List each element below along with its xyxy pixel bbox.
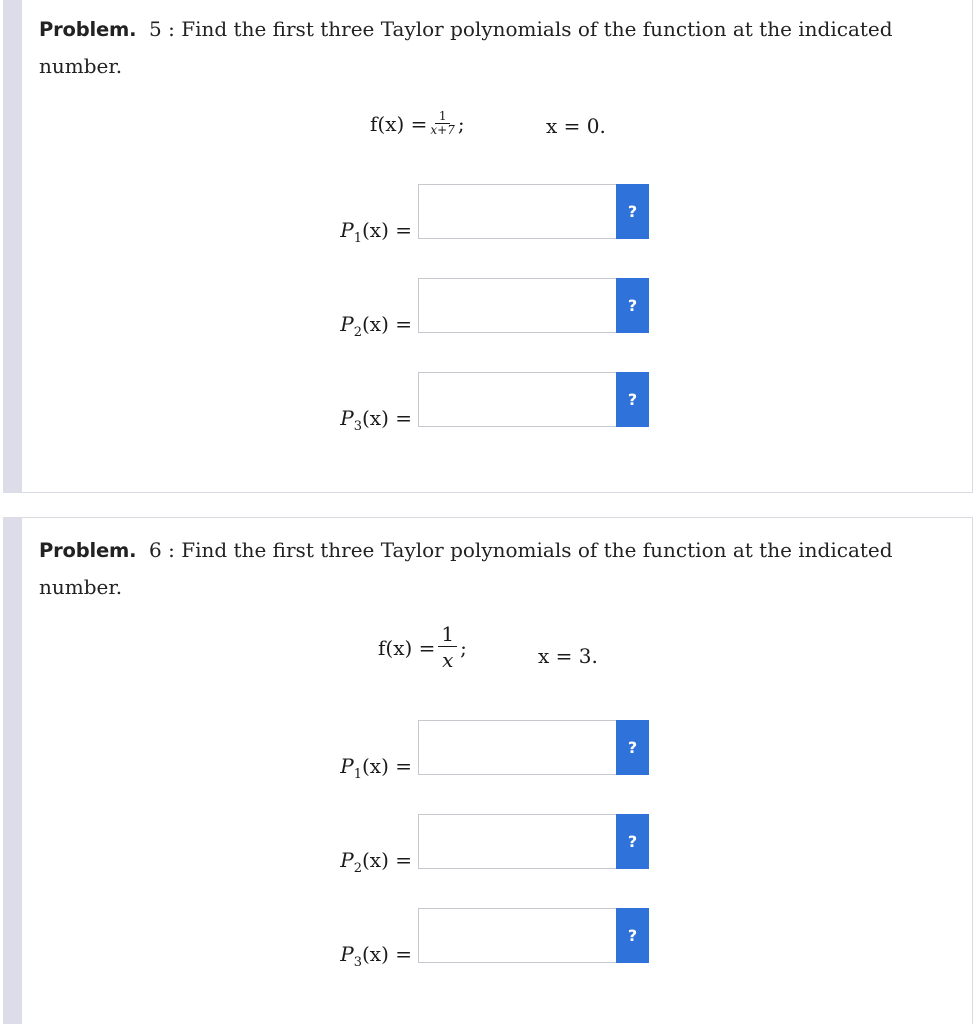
function-definition [370, 110, 465, 137]
p2-help-button[interactable]: ? [616, 814, 649, 869]
p3-help-button[interactable]: ? [616, 908, 649, 963]
fraction-denominator: x+7 [430, 123, 455, 137]
fraction-denominator: x [442, 648, 454, 672]
answer-row-p3 [302, 908, 412, 970]
p1-help-button[interactable]: ? [616, 184, 649, 239]
polynomial-label: $P_3(x)$ = [340, 942, 412, 970]
p1-help-button[interactable]: ? [616, 720, 649, 775]
problem-label: Problem. [39, 18, 137, 41]
function-fraction [430, 110, 454, 137]
answer-row-p1 [302, 184, 412, 246]
evaluation-point: x = 3. [538, 644, 598, 668]
problem-statement [39, 11, 939, 84]
problem-text-line1: Find the first three Taylor polynomials of the function at the indicated [181, 538, 893, 562]
polynomial-label: $P_2(x)$ = [340, 312, 412, 340]
p2-help-button[interactable]: ? [616, 278, 649, 333]
p2-answer-input[interactable] [418, 814, 616, 869]
p1-answer-input[interactable] [418, 184, 616, 239]
problem-statement [39, 532, 939, 605]
polynomial-label: $P_2(x)$ = [340, 848, 412, 876]
p3-answer-input[interactable] [418, 908, 616, 963]
function-definition [378, 624, 467, 671]
problem-separator: : [168, 538, 175, 562]
problem-card-6 [3, 517, 973, 1024]
function-terminator: ; [457, 111, 465, 136]
polynomial-label: $P_1(x)$ = [340, 218, 412, 246]
polynomial-label: $P_3(x)$ = [340, 406, 412, 434]
p2-answer-input[interactable] [418, 278, 616, 333]
function-terminator: ; [460, 635, 467, 660]
problem-text-line2: number. [39, 54, 123, 78]
answer-row-p3 [302, 372, 412, 434]
fraction-numerator: 1 [435, 110, 451, 124]
polynomial-label: $P_1(x)$ = [340, 754, 412, 782]
function-lhs: f(x) = [378, 635, 436, 660]
problem-text-line2: number. [39, 575, 123, 599]
problem-separator: : [168, 17, 175, 41]
problem-label: Problem. [39, 539, 137, 562]
p3-help-button[interactable]: ? [616, 372, 649, 427]
p1-answer-input[interactable] [418, 720, 616, 775]
function-lhs: f(x) = [370, 111, 428, 136]
problem-card-5 [3, 0, 973, 493]
fraction-numerator: 1 [438, 624, 457, 647]
answer-row-p2 [302, 814, 412, 876]
problem-number: 6 [149, 538, 162, 562]
p3-answer-input[interactable] [418, 372, 616, 427]
function-fraction [438, 624, 457, 671]
problem-text-line1: Find the first three Taylor polynomials of the function at the indicated [181, 17, 893, 41]
answer-row-p1 [302, 720, 412, 782]
problem-number: 5 [149, 17, 162, 41]
answer-row-p2 [302, 278, 412, 340]
evaluation-point: x = 0. [546, 114, 606, 138]
